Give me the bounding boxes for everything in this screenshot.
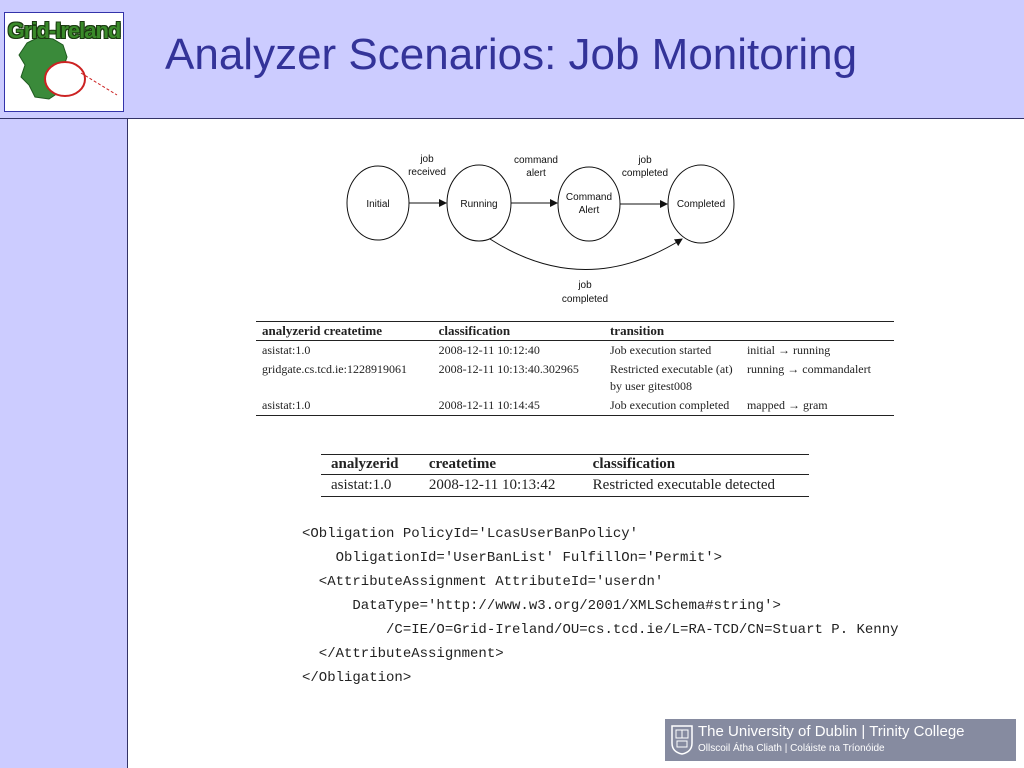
code-line: </Obligation> xyxy=(302,670,412,686)
table-header-row xyxy=(256,322,894,341)
edge-running-completed xyxy=(490,239,682,270)
code-line: <AttributeAssignment AttributeId='userdn' xyxy=(302,574,664,590)
university-footer-logo xyxy=(665,719,1016,761)
slide-title: Analyzer Scenarios: Job Monitoring xyxy=(165,30,858,79)
logo-wordmark: Grid-Ireland xyxy=(7,18,121,43)
cell-analyzerid: gridgate.cs.tcd.ie:1228919061 xyxy=(262,362,407,376)
code-line: ObligationId='UserBanList' FulfillOn='Permit'> xyxy=(302,550,723,566)
cell-classification: Restricted executable (at) by user gitest008 xyxy=(609,362,733,393)
cell-analyzerid: asistat:1.0 xyxy=(331,477,392,493)
table-header-row xyxy=(321,455,809,475)
state-initial-label: Initial xyxy=(366,199,390,210)
xacml-obligation-code xyxy=(302,522,899,690)
table-row xyxy=(321,475,809,497)
edge-label-command-alert-2: alert xyxy=(526,168,546,179)
edge-label-job-completed-bottom-1: job xyxy=(578,280,592,291)
cell-classification: Restricted executable detected xyxy=(592,477,776,493)
cell-analyzerid: asistat:1.0 xyxy=(262,343,311,357)
column-header: analyzerid createtime xyxy=(256,322,433,341)
column-header: createtime xyxy=(419,455,583,475)
trinity-crest-icon xyxy=(671,725,693,755)
edge-label-job-completed-bottom-2: completed xyxy=(561,294,609,305)
column-header: classification xyxy=(583,455,809,475)
state-diagram xyxy=(330,140,740,312)
edge-label-command-alert-1: command xyxy=(514,155,558,166)
table-row xyxy=(256,341,894,361)
code-line: /C=IE/O=Grid-Ireland/OU=cs.tcd.ie/L=RA-TCD/CN=Stuart P. Kenny xyxy=(302,622,899,638)
footer-university-name: The University of Dublin | Trinity College xyxy=(698,723,965,740)
cell-transition: initial → running xyxy=(746,343,831,357)
code-line: </AttributeAssignment> xyxy=(302,646,504,662)
cell-createtime: 2008-12-11 10:13:40.302965 xyxy=(438,362,579,376)
edge-label-job-received-2: received xyxy=(408,167,446,178)
cell-analyzerid: asistat:1.0 xyxy=(262,398,311,412)
cell-classification: Job execution completed xyxy=(609,398,730,412)
state-completed-label: Completed xyxy=(676,199,726,210)
column-header xyxy=(741,322,894,341)
column-header: transition xyxy=(604,322,741,341)
edge-label-job-received-1: job xyxy=(420,154,434,165)
alert-detection-table xyxy=(321,454,809,497)
cell-transition: mapped → gram xyxy=(746,398,828,412)
cell-createtime: 2008-12-11 10:13:42 xyxy=(428,477,556,493)
cell-createtime: 2008-12-11 10:14:45 xyxy=(438,398,540,412)
table-row xyxy=(256,396,894,416)
cell-classification: Job execution started xyxy=(609,343,712,357)
cell-createtime: 2008-12-11 10:12:40 xyxy=(438,343,540,357)
edge-label-job-completed-2: completed xyxy=(621,168,669,179)
footer-university-name-irish: Ollscoil Átha Cliath | Coláiste na Tríonóide xyxy=(698,743,885,754)
transition-log-table xyxy=(256,321,894,416)
state-command-alert-label-1: Command xyxy=(565,192,613,203)
cell-transition: running → commandalert xyxy=(746,362,871,376)
column-header: classification xyxy=(433,322,604,341)
code-line: DataType='http://www.w3.org/2001/XMLSchema#string'> xyxy=(302,598,781,614)
code-line: <Obligation PolicyId='LcasUserBanPolicy' xyxy=(302,526,639,542)
column-header: analyzerid xyxy=(321,455,419,475)
state-command-alert xyxy=(558,167,620,241)
edge-label-job-completed-1: job xyxy=(638,155,652,166)
state-running-label: Running xyxy=(460,199,498,210)
table-row xyxy=(256,360,894,396)
state-command-alert-label-2: Alert xyxy=(578,205,600,216)
